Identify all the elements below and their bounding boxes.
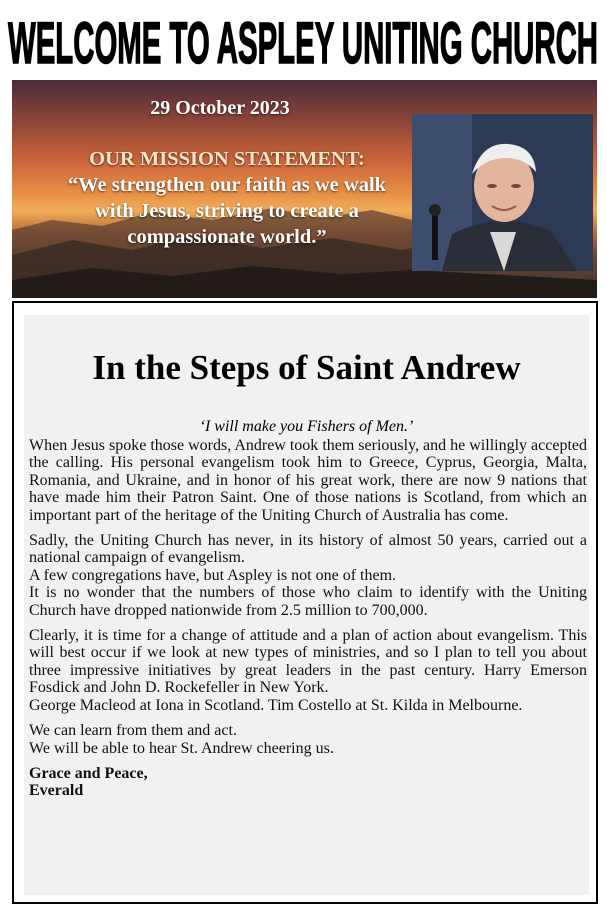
article-panel — [24, 315, 589, 895]
paragraph — [29, 627, 587, 714]
paragraph-line: It is no wonder that the numbers of those who claim to identify with the Uniting Church have dropped nationwide from 2.5 million to 700,000. — [29, 584, 587, 619]
pastor-photo — [412, 114, 593, 271]
banner-wordart — [0, 0, 607, 80]
portrait-illustration — [412, 114, 593, 271]
paragraph: When Jesus spoke those words, Andrew took them seriously, and he willingly accepted the calling. His personal evangelism took him to Greece, Cyprus, Georgia, Malta, Romania, and Ukraine, and in honor of his great work, there are now 9 nations that have made him their Patron Saint. One of those nations is Scotland, from which an important part of the heritage of the Uniting Church of Australia has come. — [29, 437, 587, 524]
article-body — [29, 437, 587, 808]
signoff — [29, 765, 587, 800]
paragraph — [29, 532, 587, 619]
paragraph-line: Sadly, the Uniting Church has never, in its history of almost 50 years, carried out a national campaign of evangelism. — [29, 532, 587, 567]
paragraph-line: George Macleod at Iona in Scotland. Tim Costello at St. Kilda in Melbourne. — [29, 696, 523, 714]
paragraph-line: A few congregations have, but Aspley is not one of them. — [29, 566, 397, 584]
mission-line: with Jesus, striving to create a — [95, 200, 359, 222]
paragraph-line: Clearly, it is time for a change of attitude and a plan of action about evangelism. This will best occur if we look at new types of ministries, and so I plan to tell you about three impressive initiatives by great leaders in the past century. Harry Emerson Fosdick and John D. Rockefeller in New York. — [29, 627, 587, 697]
banner-title: WELCOME TO ASPLEY UNITING CHURCH — [8, 11, 598, 76]
article-title: In the Steps of Saint Andrew — [92, 348, 521, 387]
mission-line: compassionate world.” — [127, 226, 327, 248]
paragraph-line: We will be able to hear St. Andrew cheering us. — [29, 739, 334, 757]
issue-date: 29 October 2023 — [150, 97, 290, 119]
scripture-quote: ‘I will make you Fishers of Men.’ — [199, 418, 414, 435]
mission-heading: OUR MISSION STATEMENT: — [89, 148, 365, 170]
paragraph — [29, 722, 587, 757]
mission-line: “We strengthen our faith as we walk — [67, 174, 387, 196]
hero-panel — [12, 80, 597, 298]
signoff-greeting: Grace and Peace, — [29, 764, 148, 782]
signoff-author: Everald — [29, 782, 84, 800]
article-frame — [12, 301, 598, 904]
paragraph-line: We can learn from them and act. — [29, 722, 237, 740]
mission-statement — [32, 146, 422, 250]
welcome-banner — [0, 0, 607, 80]
